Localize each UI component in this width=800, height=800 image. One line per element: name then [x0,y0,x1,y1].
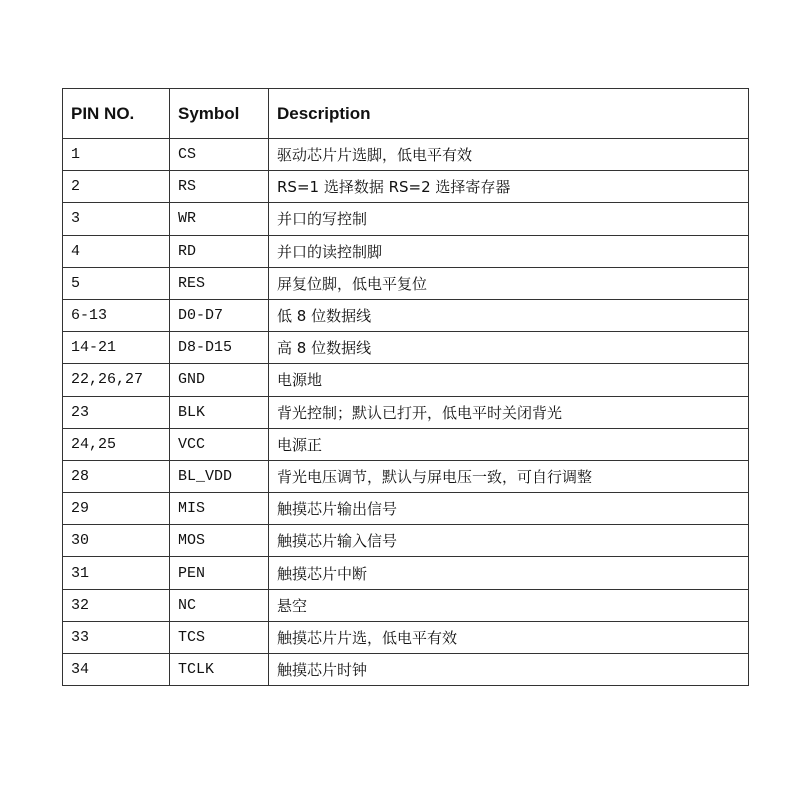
symbol-cell: PEN [170,557,269,589]
pin-cell: 30 [63,525,170,557]
symbol-cell: BL_VDD [170,460,269,492]
table-row [63,589,749,621]
symbol-cell: D0-D7 [170,299,269,331]
description-cell: 电源正 [269,428,749,460]
pin-cell: 32 [63,589,170,621]
pin-cell: 6-13 [63,299,170,331]
pin-cell: 29 [63,493,170,525]
symbol-cell: RD [170,235,269,267]
symbol-cell: WR [170,203,269,235]
symbol-cell: RES [170,267,269,299]
pin-cell: 14-21 [63,332,170,364]
symbol-cell: NC [170,589,269,621]
pin-cell: 28 [63,460,170,492]
symbol-cell: BLK [170,396,269,428]
symbol-cell: RS [170,171,269,203]
pin-cell: 3 [63,203,170,235]
pin-cell: 4 [63,235,170,267]
table-row [63,428,749,460]
table-row [63,171,749,203]
description-cell: 触摸芯片中断 [269,557,749,589]
symbol-cell: MIS [170,493,269,525]
table-row [63,460,749,492]
pin-cell: 31 [63,557,170,589]
description-cell: 驱动芯片片选脚，低电平有效 [269,139,749,171]
table-row [63,235,749,267]
pin-table [62,88,749,686]
table-row [63,203,749,235]
description-cell: 并口的读控制脚 [269,235,749,267]
description-cell: 悬空 [269,589,749,621]
table-row [63,396,749,428]
table-body [63,139,749,686]
pin-cell: 24,25 [63,428,170,460]
table-header-row [63,89,749,139]
symbol-cell: GND [170,364,269,396]
table-row [63,493,749,525]
table-row [63,139,749,171]
description-cell: 电源地 [269,364,749,396]
table-row [63,525,749,557]
description-cell: RS=1 选择数据 RS=2 选择寄存器 [269,171,749,203]
description-cell: 触摸芯片输入信号 [269,525,749,557]
pin-cell: 34 [63,654,170,686]
table-row [63,299,749,331]
symbol-cell: CS [170,139,269,171]
description-cell: 触摸芯片输出信号 [269,493,749,525]
description-cell: 触摸芯片片选，低电平有效 [269,621,749,653]
table-row [63,332,749,364]
pin-cell: 33 [63,621,170,653]
pin-cell: 2 [63,171,170,203]
symbol-cell: D8-D15 [170,332,269,364]
table-row [63,364,749,396]
pin-cell: 5 [63,267,170,299]
symbol-cell: TCS [170,621,269,653]
symbol-cell: TCLK [170,654,269,686]
header-description: Description [269,89,749,139]
description-cell: 高 8 位数据线 [269,332,749,364]
header-symbol: Symbol [170,89,269,139]
description-cell: 屏复位脚，低电平复位 [269,267,749,299]
description-cell: 背光控制；默认已打开，低电平时关闭背光 [269,396,749,428]
description-cell: 低 8 位数据线 [269,299,749,331]
table-row [63,621,749,653]
header-pin-no: PIN NO. [63,89,170,139]
symbol-cell: VCC [170,428,269,460]
pin-cell: 1 [63,139,170,171]
table-row [63,557,749,589]
pin-cell: 22,26,27 [63,364,170,396]
symbol-cell: MOS [170,525,269,557]
description-cell: 触摸芯片时钟 [269,654,749,686]
description-cell: 背光电压调节，默认与屏电压一致，可自行调整 [269,460,749,492]
table-row [63,654,749,686]
pin-cell: 23 [63,396,170,428]
description-cell: 并口的写控制 [269,203,749,235]
table-row [63,267,749,299]
